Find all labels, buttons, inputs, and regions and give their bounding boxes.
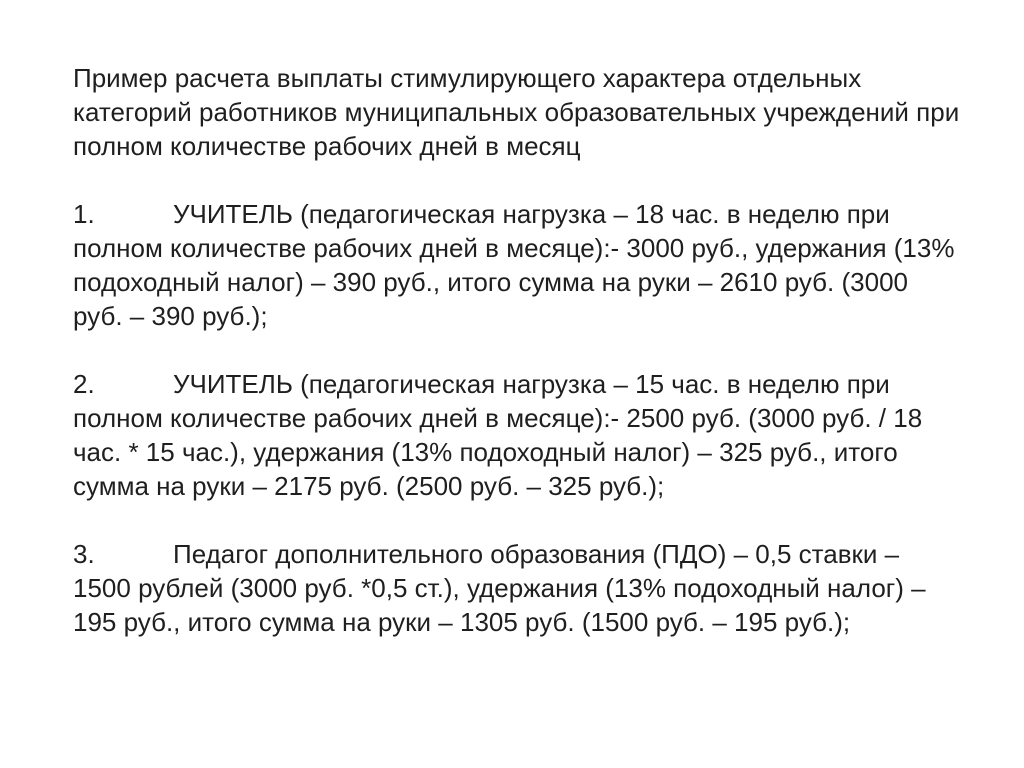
item-text: УЧИТЕЛЬ (педагогическая нагрузка – 15 час. в неделю при полном количестве рабочих дней в месяце):- 2500 руб. (3000 руб. / 18 час. * 15 час.), удержания (13% подоходный налог) – 325 руб., итого сумма на руки – 2175 руб. (2500 руб. – 325 руб.); <box>73 369 923 501</box>
list-item <box>73 367 963 503</box>
list-item <box>73 537 963 639</box>
slide-content <box>73 61 963 673</box>
slide-heading: Пример расчета выплаты стимулирующего характера отдельных категорий работников муниципальных образовательных учреждений при полном количестве рабочих дней в месяц <box>73 63 960 161</box>
item-number: 1. <box>73 199 95 229</box>
list-item <box>73 197 963 333</box>
item-text: Педагог дополнительного образования (ПДО) – 0,5 ставки – 1500 рублей (3000 руб. *0,5 ст.), удержания (13% подоходный налог) – 195 руб., итого сумма на руки – 1305 руб. (1500 руб. – 195 руб.); <box>73 539 926 637</box>
item-number: 3. <box>73 539 95 569</box>
item-number: 2. <box>73 369 95 399</box>
item-text: УЧИТЕЛЬ (педагогическая нагрузка – 18 час. в неделю при полном количестве рабочих дней в месяце):- 3000 руб., удержания (13% подоходный налог) – 390 руб., итого сумма на руки – 2610 руб. (3000 руб. – 390 руб.); <box>73 199 955 331</box>
